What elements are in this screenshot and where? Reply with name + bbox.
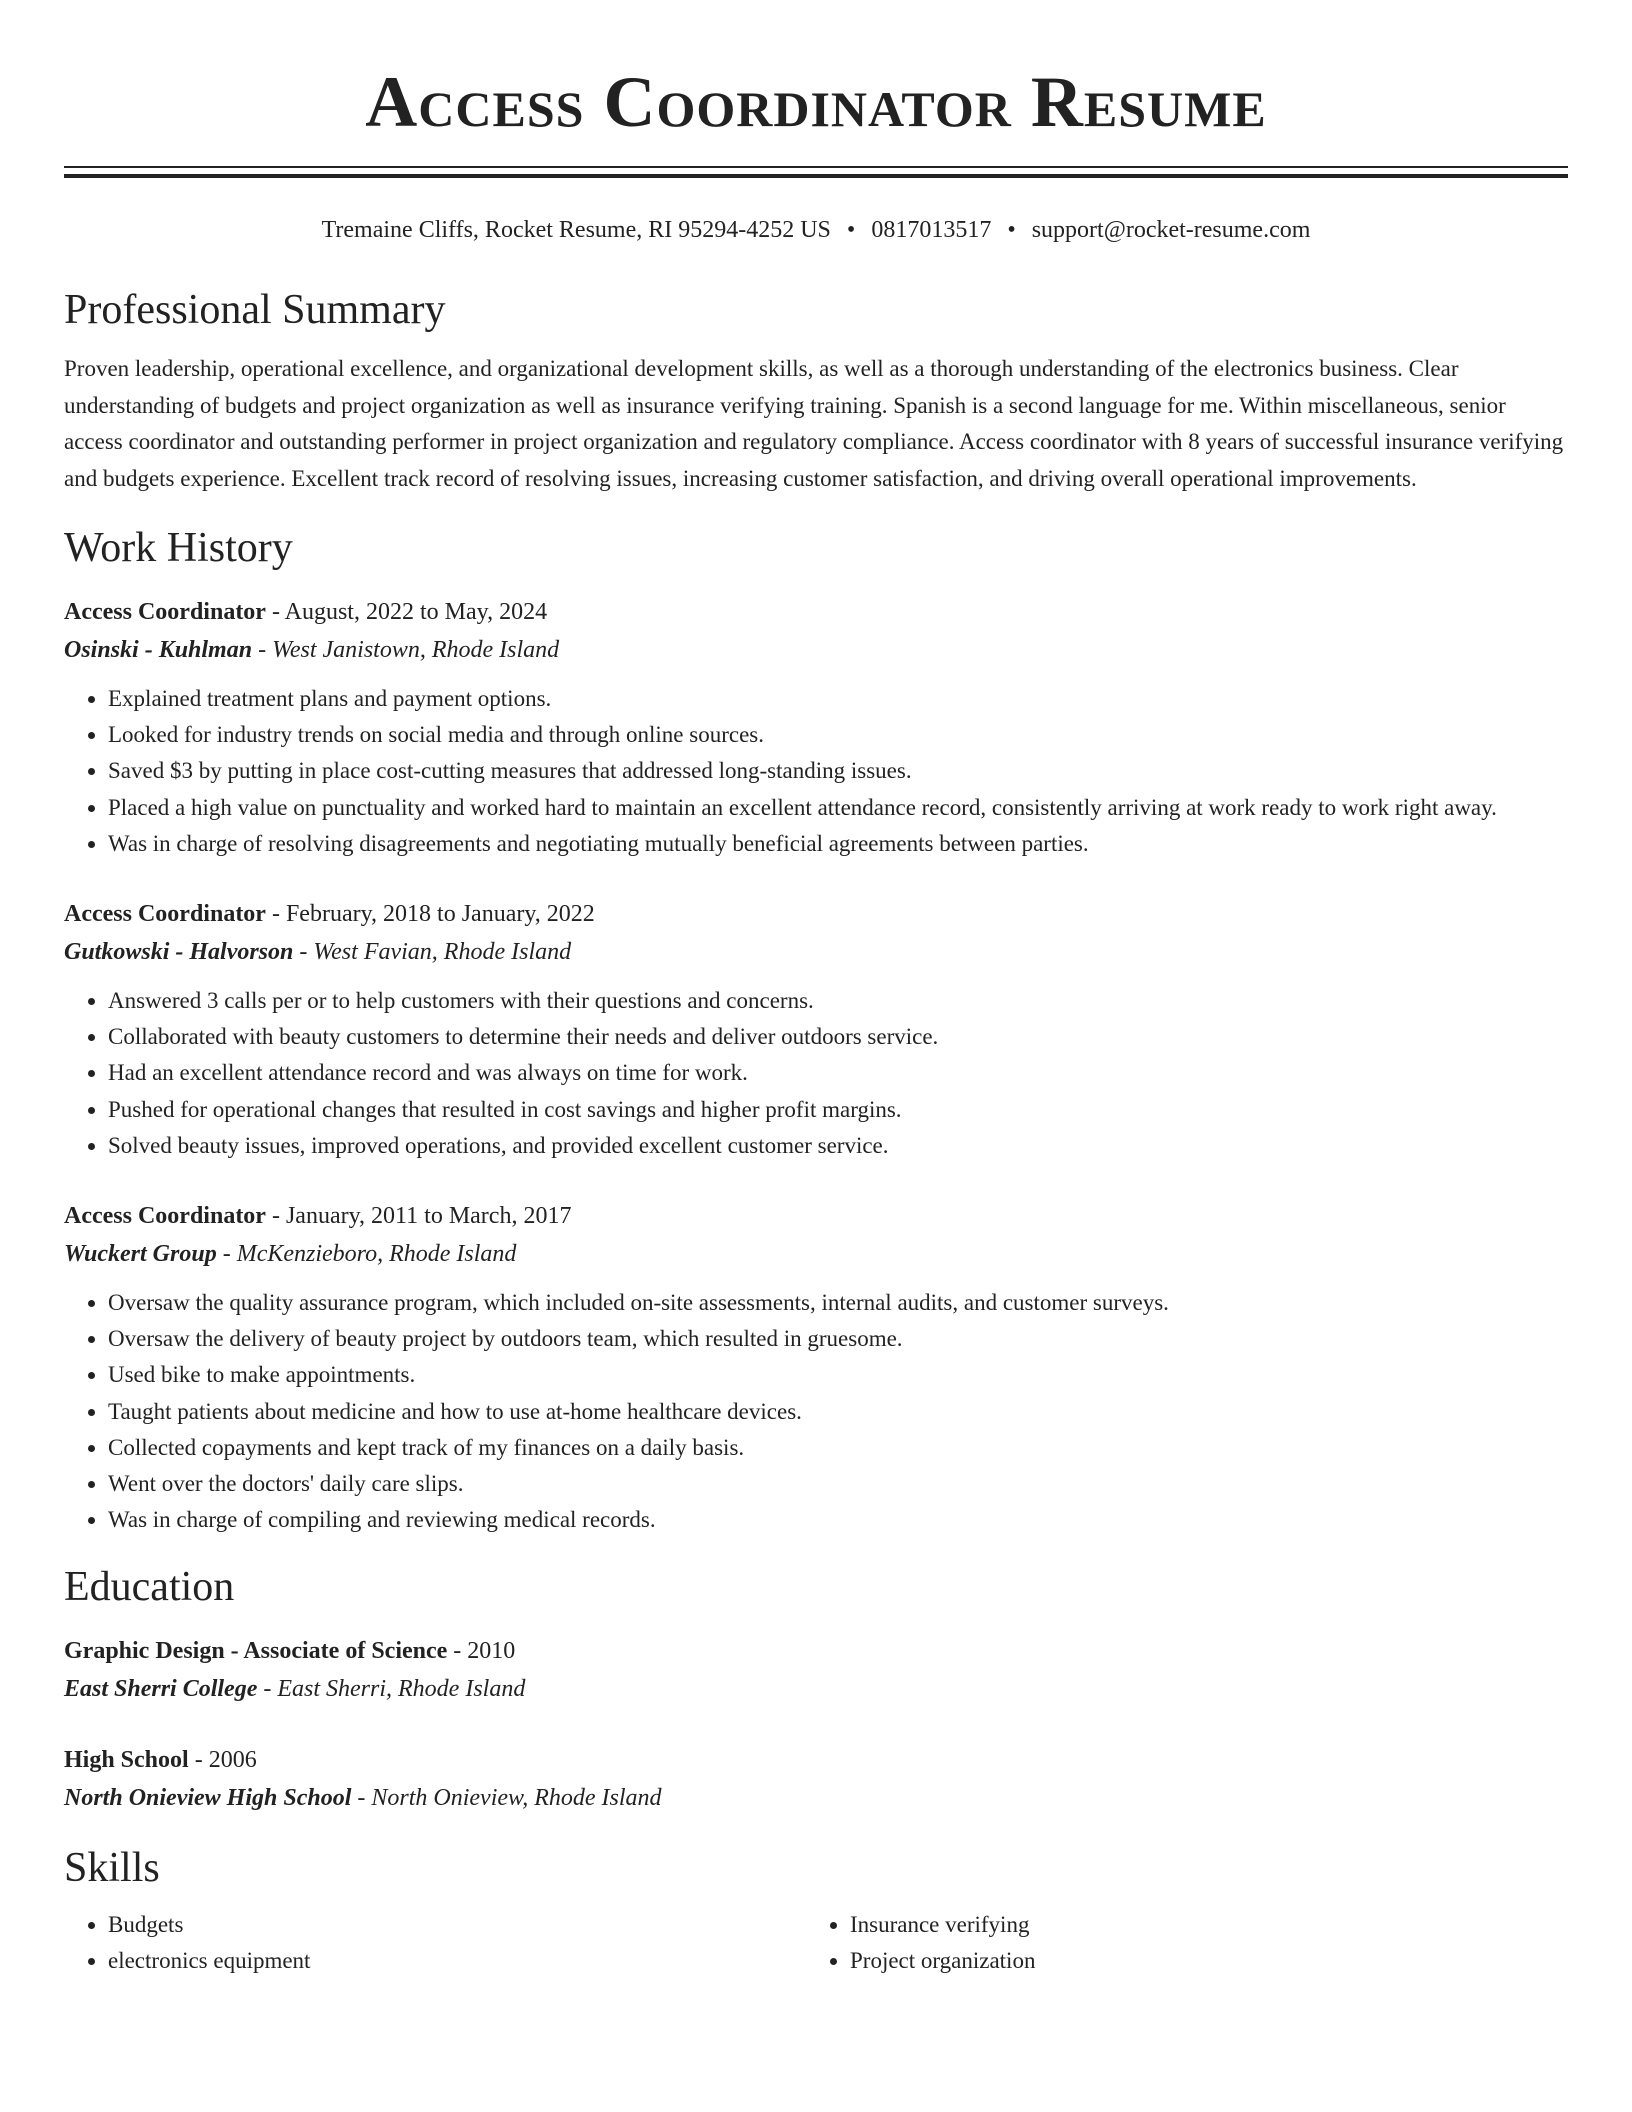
summary-heading: Professional Summary <box>64 287 446 333</box>
school-line <box>64 1670 1568 1708</box>
degree: High School <box>64 1747 189 1774</box>
duty-item: • Looked for industry trends on social media and through online sources. <box>108 717 1568 753</box>
skill-item: • Project organization <box>850 1943 1548 1979</box>
job-employer: Wuckert Group <box>64 1241 217 1268</box>
skills-list <box>64 1907 806 1979</box>
job-employer: Osinski - Kuhlman <box>64 637 253 663</box>
degree: Graphic Design - Associate of Science <box>64 1638 448 1665</box>
duty-item: • Pushed for operational changes that resulted in cost savings and higher profit margins. <box>108 1092 1568 1128</box>
contact-address: Tremaine Cliffs, Rocket Resume, RI 95294-4252 US <box>321 217 831 243</box>
duty-item: • Went over the doctors' daily care slips. <box>108 1466 1568 1502</box>
job-dates: - August, 2022 to May, 2024 <box>265 599 548 625</box>
job-duties-list <box>64 681 1568 862</box>
degree-line <box>64 1632 1568 1670</box>
degree-line <box>64 1741 1568 1779</box>
skills-grid <box>64 1907 1568 1979</box>
work-history-heading: Work History <box>64 525 293 571</box>
duty-item: • Placed a high value on punctuality and worked hard to maintain an excellent attendance record, consistently arriving at work ready to work right away. <box>108 790 1568 826</box>
job-title: Access Coordinator <box>64 599 266 625</box>
duty-item: • Solved beauty issues, improved operations, and provided excellent customer service. <box>108 1128 1568 1164</box>
contact-phone: 0817013517 <box>871 217 992 243</box>
job-duties-list <box>64 983 1568 1164</box>
job-entry <box>64 593 1568 862</box>
education-entry <box>64 1741 1568 1817</box>
skill-item: • Budgets <box>108 1907 806 1943</box>
divider-thick-line <box>64 174 1568 178</box>
skills-heading: Skills <box>64 1845 160 1892</box>
job-employer: Gutkowski - Halvorson <box>64 939 294 966</box>
graduation-year: - 2010 <box>447 1638 516 1665</box>
job-title: Access Coordinator <box>64 901 266 928</box>
education-entry <box>64 1632 1568 1708</box>
divider-thin-line <box>64 166 1568 168</box>
duty-item: • Explained treatment plans and payment options. <box>108 681 1568 717</box>
duty-item: • Used bike to make appointments. <box>108 1357 1568 1393</box>
education-heading: Education <box>64 1564 235 1611</box>
duty-item: • Answered 3 calls per or to help customers with their questions and concerns. <box>108 983 1568 1019</box>
duty-item: • Collected copayments and kept track of my finances on a daily basis. <box>108 1430 1568 1466</box>
title-divider <box>64 166 1568 178</box>
job-location: - West Janistown, Rhode Island <box>252 637 560 663</box>
job-title-line <box>64 593 1568 631</box>
job-employer-line <box>64 631 1568 669</box>
duty-item: • Was in charge of compiling and reviewing medical records. <box>108 1502 1568 1538</box>
duty-item: • Saved $3 by putting in place cost-cutting measures that addressed long-standing issues. <box>108 753 1568 789</box>
duty-item: • Taught patients about medicine and how to use at-home healthcare devices. <box>108 1394 1568 1430</box>
skill-item: • electronics equipment <box>108 1943 806 1979</box>
job-entry <box>64 1197 1568 1538</box>
duty-item: • Oversaw the quality assurance program, which included on-site assessments, internal audits, and customer surveys. <box>108 1285 1568 1321</box>
duty-item: • Had an excellent attendance record and was always on time for work. <box>108 1055 1568 1091</box>
job-location: - West Favian, Rhode Island <box>293 939 572 966</box>
duty-item: • Collaborated with beauty customers to determine their needs and deliver outdoors service. <box>108 1019 1568 1055</box>
resume-title: Access Coordinator Resume <box>365 62 1267 142</box>
school-line <box>64 1779 1568 1817</box>
contact-line <box>64 215 1568 245</box>
skill-item: • Insurance verifying <box>850 1907 1548 1943</box>
job-title: Access Coordinator <box>64 1203 266 1230</box>
job-dates: - February, 2018 to January, 2022 <box>265 901 595 928</box>
skills-column-left <box>64 1907 806 1979</box>
job-title-line <box>64 1197 1568 1235</box>
school-name: North Onieview High School <box>64 1785 352 1812</box>
contact-separator: • <box>1007 217 1016 243</box>
school-location: - East Sherri, Rhode Island <box>257 1676 526 1703</box>
job-dates: - January, 2011 to March, 2017 <box>265 1203 572 1230</box>
skills-column-right <box>806 1907 1548 1979</box>
job-duties-list <box>64 1285 1568 1538</box>
duty-item: • Was in charge of resolving disagreements and negotiating mutually beneficial agreements between parties. <box>108 826 1568 862</box>
contact-separator: • <box>846 217 856 243</box>
summary-text: Proven leadership, operational excellence, and organizational development skills, as well as a thorough understanding of the electronics business. Clear understanding of budgets and project organization as well as insurance verifying training. Spanish is a second language for me. Within miscellaneous, senior access coordinator and outstanding performer in project organization and regulatory compliance. Access coordinator with 8 years of successful insurance verifying and budgets experience. Excellent track record of resolving issues, increasing customer satisfaction, and driving overall operational improvements. <box>64 356 1564 491</box>
job-employer-line <box>64 933 1568 971</box>
job-title-line <box>64 895 1568 933</box>
job-entry <box>64 895 1568 1164</box>
graduation-year: - 2006 <box>188 1747 257 1774</box>
job-location: - McKenzieboro, Rhode Island <box>216 1241 517 1268</box>
skills-list <box>806 1907 1548 1979</box>
duty-item: • Oversaw the delivery of beauty project by outdoors team, which resulted in gruesome. <box>108 1321 1568 1357</box>
contact-email[interactable]: support@rocket-resume.com <box>1031 217 1311 243</box>
school-name: East Sherri College <box>64 1676 258 1703</box>
job-employer-line <box>64 1235 1568 1273</box>
school-location: - North Onieview, Rhode Island <box>351 1785 662 1812</box>
